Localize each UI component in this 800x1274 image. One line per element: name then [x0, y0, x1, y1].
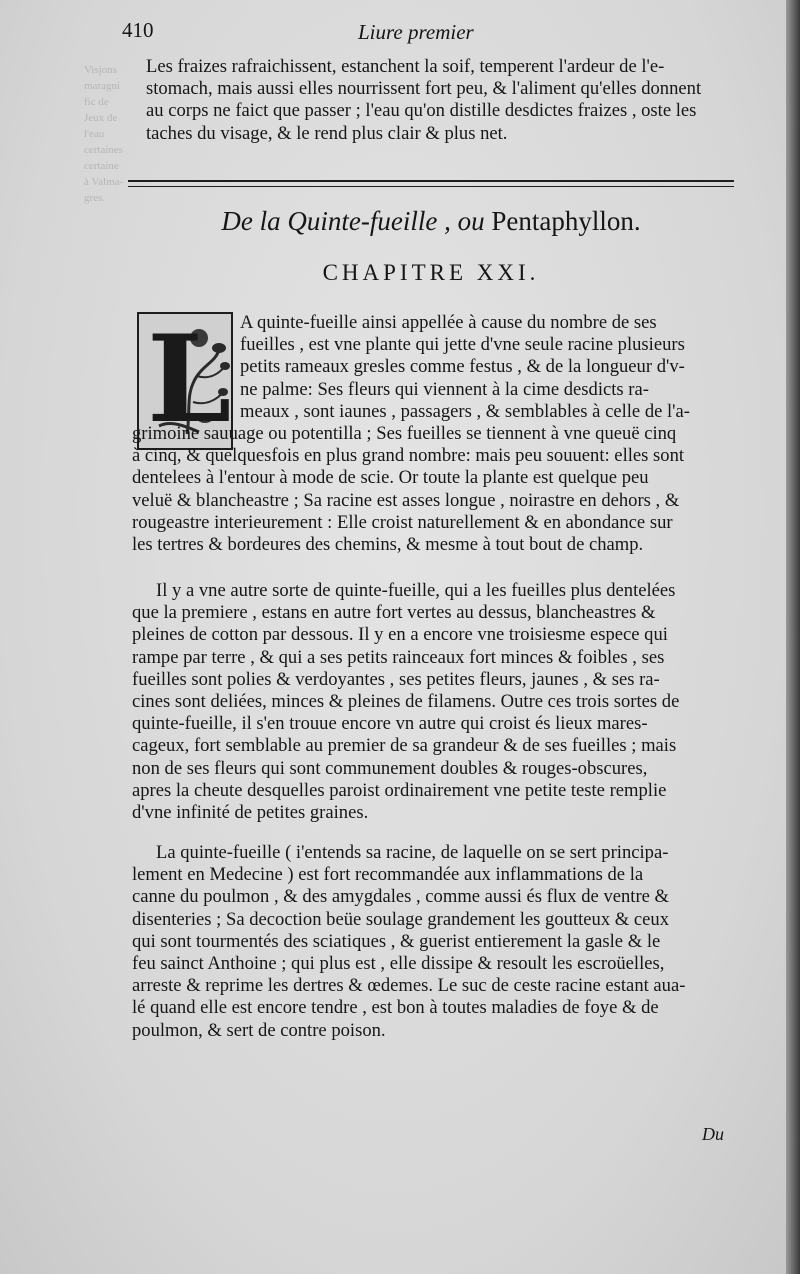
text-line: rampe par terre , & qui a ses petits rainceaux fort minces & foibles , ses	[132, 646, 665, 668]
section-title	[128, 206, 734, 237]
text-line: ne palme: Ses fleurs qui viennent à la cime desdicts ra-	[240, 378, 649, 400]
intro-paragraph	[146, 56, 736, 145]
section-rule-top	[128, 180, 734, 182]
text-line: lement en Medecine ) est fort recommandée aux inflammations de la	[132, 864, 644, 886]
bleed-line: à Valma-	[84, 176, 124, 188]
page-edge-shadow	[786, 0, 800, 1274]
text-line: cageux, fort semblable au premier de sa grandeur & de ses fueilles ; mais	[132, 735, 677, 757]
text-line: A quinte-fueille ainsi appellée à cause du nombre de ses	[240, 312, 657, 333]
text-line: meaux , sont iaunes , passagers , & semblables à celle de l'a-	[240, 400, 690, 422]
paragraph-2	[132, 580, 738, 824]
text-line: veluë & blancheastre ; Sa racine est asses longue , noirastre en dehors , &	[132, 489, 680, 511]
text-line: disenteries ; Sa decoction beüe soulage grandement les goutteux & ceux	[132, 908, 669, 930]
text-line: stomach, mais aussi elles nourrissent fort peu, & l'aliment qu'elles donnent	[146, 78, 702, 100]
text-line: pleines de cotton par dessous. Il y en a encore vne troisiesme espece qui	[132, 624, 668, 646]
section-rule-bottom	[128, 186, 734, 187]
text-line: dentelees à l'entour à mode de scie. Or toute la plante est quelque peu	[132, 467, 649, 489]
section-title-roman: Pentaphyllon.	[491, 206, 641, 236]
section-title-italic: De la Quinte-fueille , ou	[221, 206, 485, 236]
text-line: arreste & reprime les dertres & œdemes. Le suc de ceste racine estant aua-	[132, 975, 686, 997]
text-line: poulmon, & sert de contre poison.	[132, 1019, 386, 1041]
bleed-line: Jeux de	[84, 112, 118, 124]
chapter-heading: CHAPITRE XXI.	[322, 260, 540, 285]
margin-bleed-through	[84, 62, 123, 206]
text-line: au corps ne faict que passer ; l'eau qu'on distille desdictes fraizes , oste les	[146, 100, 697, 122]
bleed-line: l'eau	[84, 128, 105, 140]
text-line: les tertres & bordeures des chemins, & mesme à tout bout de champ.	[132, 534, 644, 556]
text-line: non de ses fleurs qui sont communement doubles & rouges-obscures,	[132, 757, 648, 779]
text-line: La quinte-fueille ( i'entends sa racine, de laquelle on se sert principa-	[156, 842, 669, 863]
text-line: cines sont deliées, minces & pleines de filamens. Outre ces trois sortes de	[132, 691, 680, 713]
bleed-line: certaine	[84, 160, 119, 172]
paragraph-3	[132, 842, 738, 1042]
text-line: canne du poulmon , & des amygdales , comme aussi és flux de ventre &	[132, 886, 670, 908]
drop-cap-letter: L	[147, 312, 232, 450]
paragraph-1-continued	[132, 423, 738, 556]
text-line: fueilles , est vne plante qui jette d'vne seule racine plusieurs	[240, 334, 685, 356]
text-line: lé quand elle est encore tendre , est bon à toutes maladies de foye & de	[132, 997, 659, 1019]
text-line: rougeastre interieurement : Elle croist naturellement & en abondance sur	[132, 511, 673, 533]
text-line: quinte-fueille, il s'en trouue encore vn autre qui croist és lieux mares-	[132, 713, 648, 735]
text-line: qui sont tourmentés des sciatiques , & guerist entierement la gasle & le	[132, 930, 661, 952]
text-line: que la premiere , estans en autre fort vertes au dessus, blancheastres &	[132, 602, 656, 624]
paragraph-1-beside-initial	[240, 312, 738, 423]
text-line: à cinq, & quelquesfois en plus grand nombre: mais peu souuent: elles sont	[132, 445, 685, 467]
bleed-line: Visjons	[84, 64, 117, 76]
text-line: grimoine sauuage ou potentilla ; Ses fueilles se tiennent à vne queuë cinq	[132, 423, 677, 444]
bleed-line: gres.	[84, 192, 106, 204]
text-line: apres la cheute desquelles paroist ordinairement vne petite teste remplie	[132, 779, 667, 801]
text-line: d'vne infinité de petites graines.	[132, 802, 369, 824]
catchword: Du	[702, 1124, 724, 1144]
running-head: Liure premier	[358, 20, 474, 44]
text-line: Les fraizes rafraichissent, estanchent la soif, temperent l'ardeur de l'e-	[146, 56, 665, 77]
text-line: petits rameaux gresles comme festus , & de la longueur d'v-	[240, 356, 685, 378]
text-line: Il y a vne autre sorte de quinte-fueille, qui a les fueilles plus dentelées	[156, 580, 676, 601]
text-line: fueilles sont polies & verdoyantes , ses petites fleurs, jaunes , & ses ra-	[132, 668, 660, 690]
page-number: 410	[122, 18, 154, 42]
bleed-line: fic de	[84, 96, 109, 108]
bleed-line: certaines	[84, 144, 124, 156]
bleed-line: maragni	[84, 80, 121, 92]
text-line: taches du visage, & le rend plus clair & plus net.	[146, 122, 508, 144]
page-header	[122, 18, 732, 46]
text-line: feu sainct Anthoine ; qui plus est , elle dissipe & resoult les escroüelles,	[132, 953, 665, 975]
